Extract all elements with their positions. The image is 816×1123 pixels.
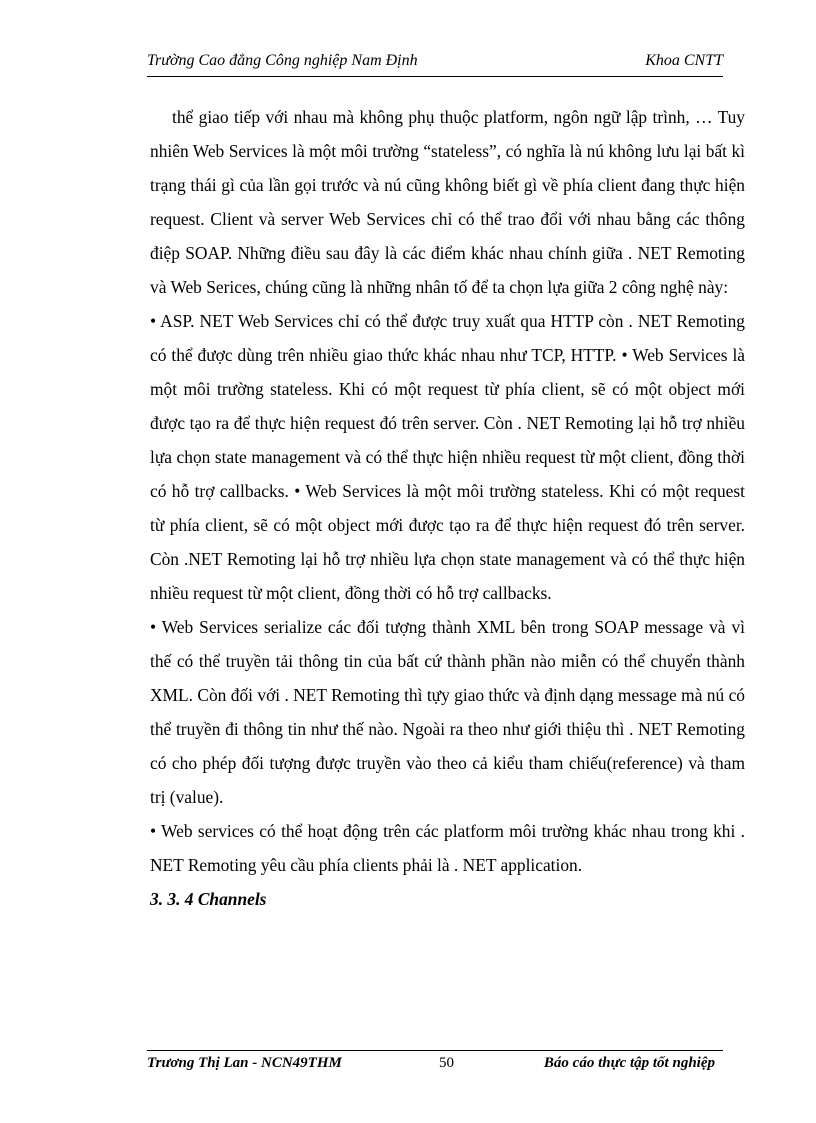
header-school: Trường Cao đẳng Công nghiệp Nam Định xyxy=(147,52,418,69)
footer-author: Trương Thị Lan - NCN49THM xyxy=(147,1055,342,1071)
body-text xyxy=(150,100,745,916)
paragraph-intro: thể giao tiếp với nhau mà không phụ thuộc platform, ngôn ngữ lập trình, … Tuy nhiên Web Services là một môi trường “stateless”, có nghĩa là nú không lưu lại bất kì trạng thái gì của lần gọi trước và nú cũng không biết gì về phía client đang thực hiện request. Client và server Web Services chỉ có thể trao đổi với nhau bằng các thông điệp SOAP. Những điều sau đây là các điểm khác nhau chính giữa . NET Remoting và Web Serices, chúng cũng là những nhân tố để ta chọn lựa giữa 2 công nghệ này: xyxy=(150,107,745,297)
section-heading: 3. 3. 4 Channels xyxy=(150,889,267,909)
paragraph-platform: • Web services có thể hoạt động trên các platform môi trường khác nhau trong khi . NET Remoting yêu cầu phía clients phải là . NET application. xyxy=(150,821,745,875)
paragraph-serialize: • Web Services serialize các đối tượng thành XML bên trong SOAP message và vì thế có thể truyền tải thông tin của bất cứ thành phần nào miễn có thể chuyển thành XML. Còn đối với . NET Remoting thì tựy giao thức và định dạng message mà nú có thể truyền đi thông tin như thế nào. Ngoài ra theo như giới thiệu thì . NET Remoting có cho phép đối tượng được truyền vào theo cả kiểu tham chiếu(reference) và tham trị (value). xyxy=(150,617,745,807)
header-faculty: Khoa CNTT xyxy=(645,52,723,69)
footer-report-title: Báo cáo thực tập tốt nghiệp xyxy=(543,1055,715,1071)
page-header xyxy=(147,52,723,77)
paragraph-bullets-1: • ASP. NET Web Services chỉ có thể được truy xuất qua HTTP còn . NET Remoting có thể được dùng trên nhiều giao thức khác nhau như TCP, HTTP. • Web Services là một môi trường stateless. Khi có một request từ phía client, sẽ có một object mới được tạo ra để thực hiện request đó trên server. Còn . NET Remoting lại hỗ trợ nhiều lựa chọn state management và có thể thực hiện nhiều request từ một client, đồng thời có hỗ trợ callbacks. • Web Services là một môi trường stateless. Khi có một request từ phía client, sẽ có một object mới được tạo ra để thực hiện request đó trên server. Còn .NET Remoting lại hỗ trợ nhiều lựa chọn state management và có thể thực hiện nhiều request từ một client, đồng thời có hỗ trợ callbacks. xyxy=(150,311,745,603)
page-number: 50 xyxy=(439,1055,454,1071)
page-footer xyxy=(147,1050,723,1072)
